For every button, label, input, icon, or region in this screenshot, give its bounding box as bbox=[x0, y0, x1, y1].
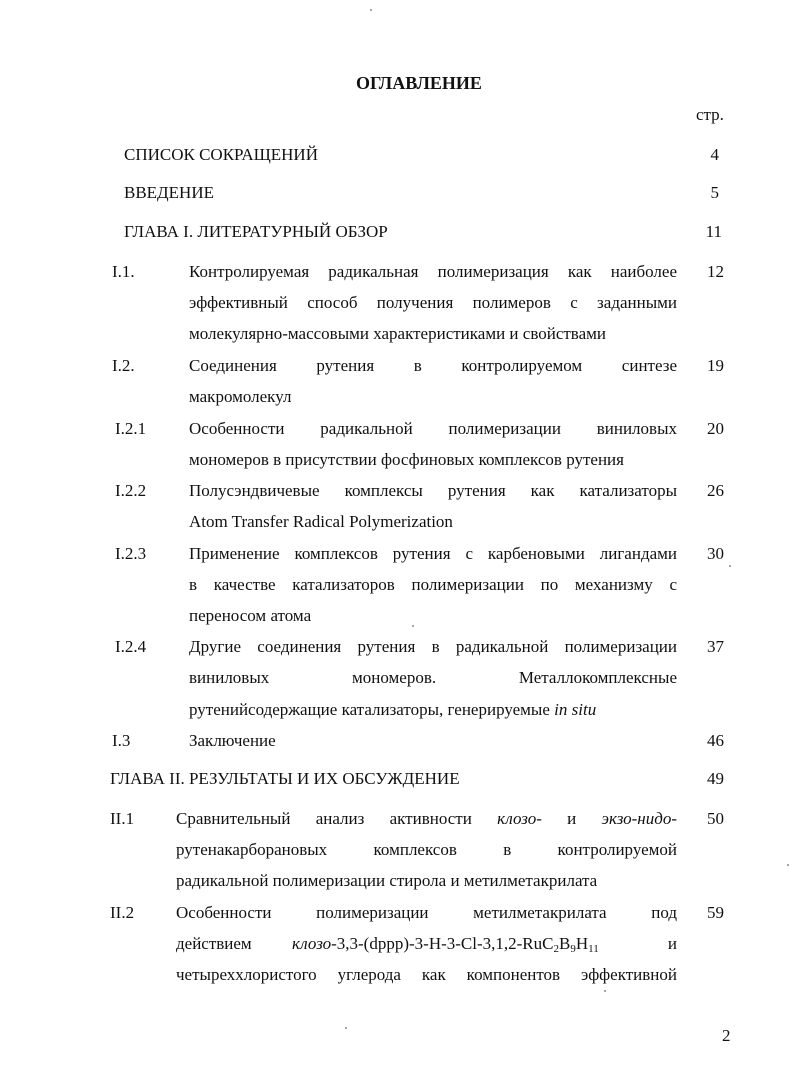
toc-page-number: 19 bbox=[707, 356, 724, 375]
toc-entry-text-part: действием bbox=[176, 934, 252, 953]
toc-entry-text[interactable]: Контролируемая радикальная полимеризация как наиболее bbox=[189, 262, 677, 281]
scan-speck bbox=[787, 864, 789, 866]
toc-entry-italic-term: in situ bbox=[554, 700, 597, 719]
toc-page-number: 46 bbox=[707, 731, 724, 750]
toc-page-number: 20 bbox=[707, 419, 724, 438]
toc-entry-italic-term: клозо- bbox=[497, 809, 542, 828]
toc-entry-text[interactable]: Atom Transfer Radical Polymerization bbox=[189, 512, 453, 531]
page-number-footer: 2 bbox=[722, 1026, 731, 1045]
toc-section-number: I.2. bbox=[112, 356, 135, 375]
toc-entry-text-part: и bbox=[567, 809, 577, 828]
toc-entry-text[interactable] bbox=[176, 809, 677, 829]
toc-section-number: I.2.4 bbox=[115, 637, 147, 656]
toc-entry-text[interactable]: эффективный способ получения полимеров с заданными bbox=[189, 293, 677, 312]
toc-page-number: 37 bbox=[707, 637, 724, 656]
scan-speck bbox=[370, 9, 372, 11]
toc-page-number: 5 bbox=[710, 183, 719, 202]
toc-section-number: I.2.2 bbox=[115, 481, 147, 500]
page-title: ОГЛАВЛЕНИЕ bbox=[356, 73, 482, 93]
toc-section-number: I.2.1 bbox=[115, 419, 147, 438]
toc-entry-text[interactable]: Особенности радикальной полимеризации виниловых bbox=[189, 419, 677, 438]
toc-section-number: II.2 bbox=[110, 903, 135, 922]
toc-page-number: 12 bbox=[707, 262, 724, 281]
toc-entry-abbreviations[interactable]: СПИСОК СОКРАЩЕНИЙ bbox=[124, 145, 318, 164]
toc-page-number: 59 bbox=[707, 903, 724, 922]
toc-section-number: I.3 bbox=[112, 731, 131, 750]
toc-entry-conclusion[interactable]: Заключение bbox=[189, 731, 276, 750]
toc-section-number: II.1 bbox=[110, 809, 135, 828]
scan-speck bbox=[604, 990, 606, 992]
toc-entry-text[interactable]: мономеров в присутствии фосфиновых комплексов рутения bbox=[189, 450, 624, 469]
toc-entry-text[interactable]: переносом атома bbox=[189, 606, 312, 625]
toc-entry-chapter-1[interactable]: ГЛАВА I. ЛИТЕРАТУРНЫЙ ОБЗОР bbox=[124, 222, 388, 241]
page-column-header: стр. bbox=[696, 105, 724, 124]
toc-page-number: 11 bbox=[705, 222, 722, 241]
toc-entry-text[interactable]: Применение комплексов рутения с карбеновыми лигандами bbox=[189, 544, 677, 563]
toc-entry-text[interactable]: радикальной полимеризации стирола и метилметакрилата bbox=[176, 871, 598, 890]
toc-entry-introduction[interactable]: ВВЕДЕНИЕ bbox=[124, 183, 214, 202]
toc-page-number: 4 bbox=[710, 145, 719, 164]
toc-entry-text[interactable]: Другие соединения рутения в радикальной полимеризации bbox=[189, 637, 677, 656]
toc-entry-text[interactable]: Особенности полимеризации метилметакрилата под bbox=[176, 903, 677, 922]
toc-entry-text-part: Сравнительный анализ активности bbox=[176, 809, 472, 828]
toc-entry-text[interactable]: в качестве катализаторов полимеризации по механизму с bbox=[189, 575, 677, 594]
toc-page-number: 49 bbox=[707, 769, 724, 788]
toc-entry-text[interactable]: рутенакарборановых комплексов в контролируемой bbox=[176, 840, 677, 859]
toc-entry-text[interactable]: Полусэндвичевые комплексы рутения как катализаторы bbox=[189, 481, 677, 500]
toc-entry-text-part: рутенийсодержащие катализаторы, генерируемые bbox=[189, 700, 550, 719]
toc-page-number: 30 bbox=[707, 544, 724, 563]
toc-page-number: 50 bbox=[707, 809, 724, 828]
scan-speck bbox=[412, 625, 414, 627]
toc-entry-text[interactable]: Соединения рутения в контролируемом синтезе bbox=[189, 356, 677, 375]
toc-entry-text[interactable]: четыреххлористого углерода как компонентов эффективной bbox=[176, 965, 677, 984]
toc-entry-text[interactable]: макромолекул bbox=[189, 387, 292, 406]
chemical-formula: клозо-$3,3-(dppp)-3-H-3-Cl-3,1,2-RuC_2B_9H_{11}$ bbox=[292, 934, 599, 955]
toc-entry-italic-term: экзо-нидо- bbox=[601, 809, 677, 828]
toc-entry-text[interactable]: виниловых мономеров. Металлокомплексные bbox=[189, 668, 677, 687]
toc-section-number: I.2.3 bbox=[115, 544, 147, 563]
toc-section-number: I.1. bbox=[112, 262, 135, 281]
toc-entry-text[interactable] bbox=[189, 700, 596, 720]
toc-entry-text[interactable] bbox=[176, 934, 677, 954]
scan-speck bbox=[345, 1027, 347, 1029]
scan-speck bbox=[729, 565, 731, 567]
toc-page-number: 26 bbox=[707, 481, 724, 500]
toc-entry-text-part: и bbox=[667, 934, 677, 953]
toc-entry-chapter-2[interactable]: ГЛАВА II. РЕЗУЛЬТАТЫ И ИХ ОБСУЖДЕНИЕ bbox=[110, 769, 460, 788]
toc-entry-text[interactable]: молекулярно-массовыми характеристиками и свойствами bbox=[189, 324, 607, 343]
